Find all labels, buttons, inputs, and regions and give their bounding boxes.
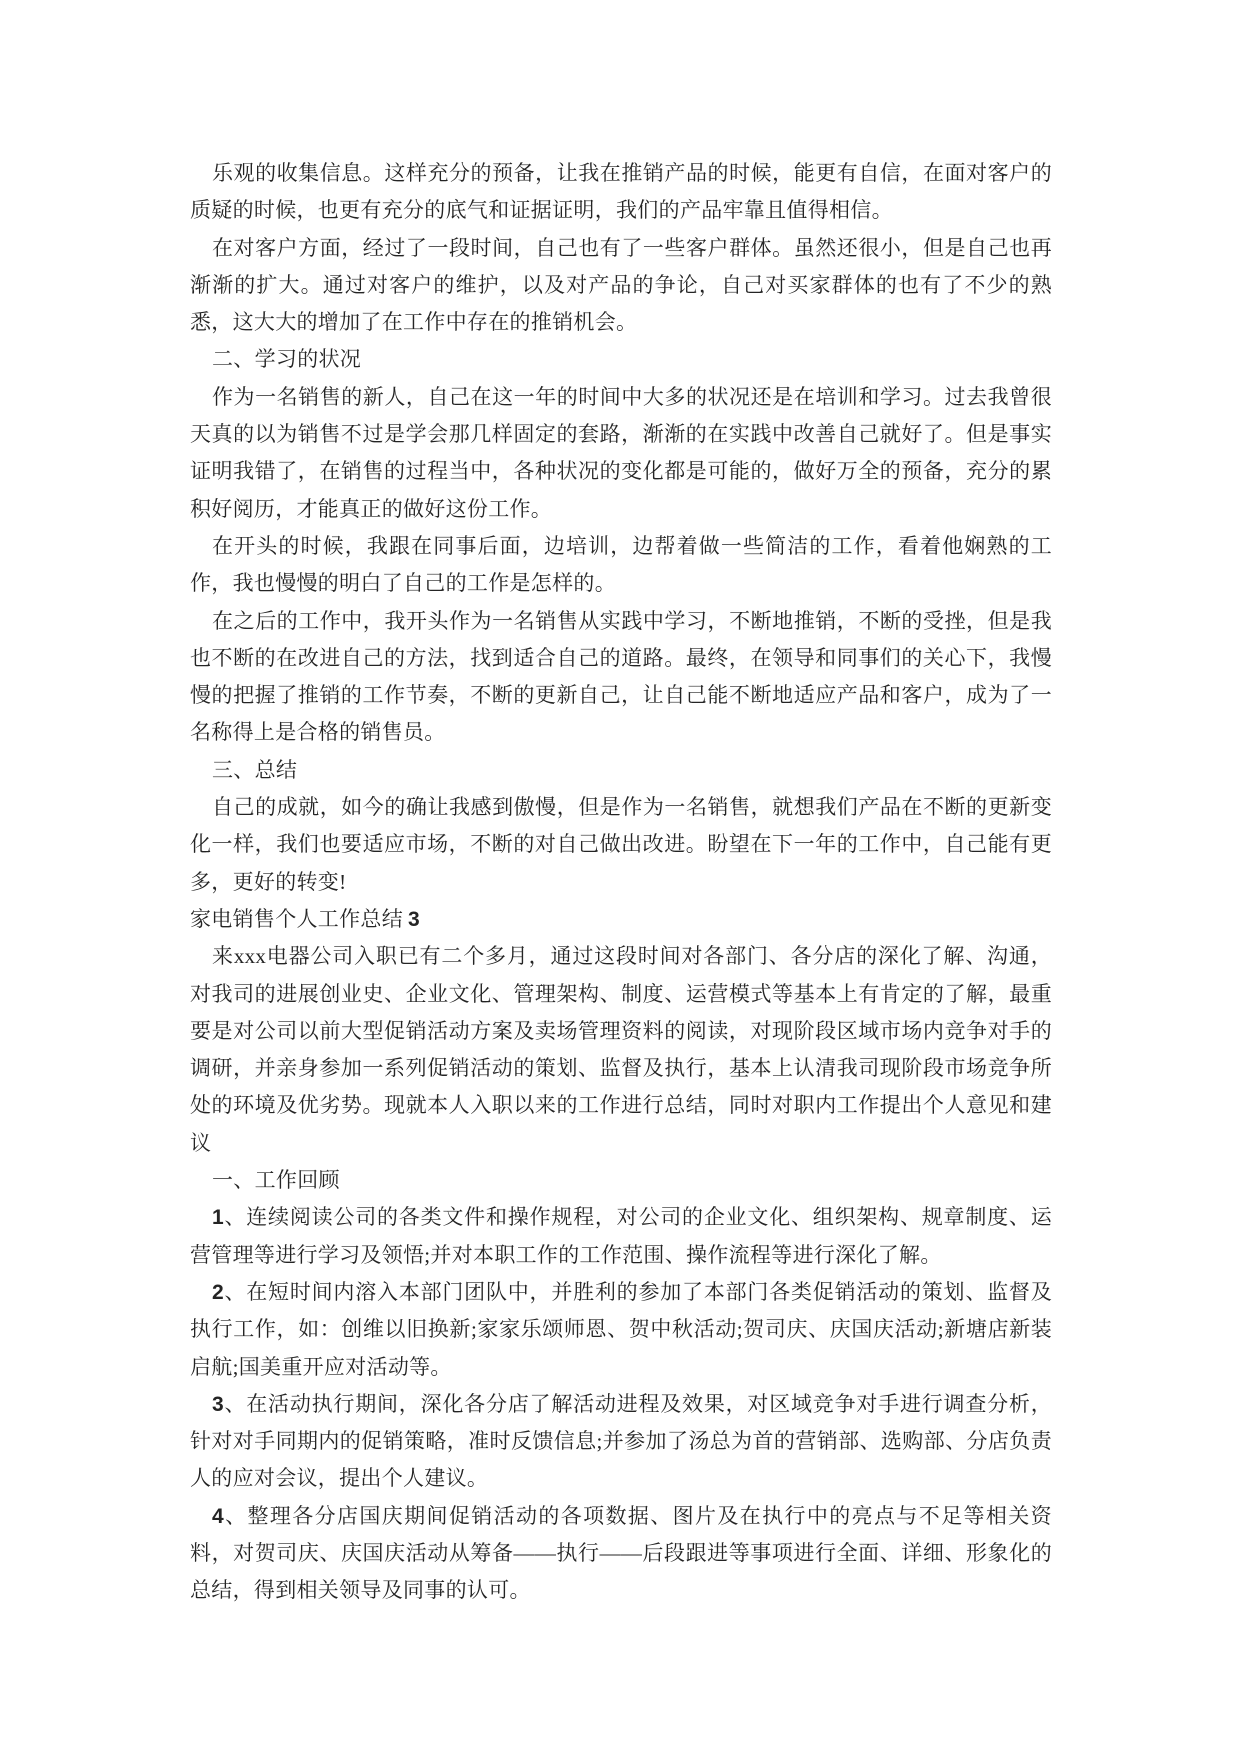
paragraph: 来xxx电器公司入职已有二个多月，通过这段时间对各部门、各分店的深化了解、沟通，对我司的进展创业史、企业文化、管理架构、制度、运营模式等基本上有肯定的了解，最重要是对公司以前大型促销活动方案及卖场管理资料的阅读，对现阶段区域市场内竞争对手的调研，并亲身参加一系列促销活动的策划、监督及执行，基本上认清我司现阶段市场竞争所处的环境及优劣势。现就本人入职以来的工作进行总结，同时对职内工作提出个人意见和建议 — [190, 944, 1052, 1155]
paragraph: 作为一名销售的新人，自己在这一年的时间中大多的状况还是在培训和学习。过去我曾很天真的以为销售不过是学会那几样固定的套路，渐渐的在实践中改善自己就好了。但是事实证明我错了，在销售的过程当中，各种状况的变化都是可能的，做好万全的预备，充分的累积好阅历，才能真正的做好这份工作。 — [190, 384, 1052, 521]
list-paragraph — [190, 1386, 1052, 1498]
paragraph: 在对客户方面，经过了一段时间，自己也有了一些客户群体。虽然还很小，但是自己也再渐渐的扩大。通过对客户的维护，以及对产品的争论，自己对买家群体的也有了不少的熟悉，这大大的增加了在工作中存在的推销机会。 — [190, 235, 1052, 335]
list-number: 1 — [212, 1206, 224, 1230]
list-number: 2 — [212, 1280, 224, 1304]
list-text: 、在活动执行期间，深化各分店了解活动进程及效果，对区域竞争对手进行调查分析，针对对手同期内的促销策略，准时反馈信息;并参加了汤总为首的营销部、选购部、分店负责人的应对会议，提出个人建议。 — [190, 1391, 1052, 1491]
list-paragraph — [190, 1274, 1052, 1386]
list-number: 3 — [212, 1392, 224, 1416]
doc-heading — [190, 901, 1052, 938]
list-text: 、在短时间内溶入本部门团队中，并胜利的参加了本部门各类促销活动的策划、监督及执行工作，如：创维以旧换新;家家乐颂师恩、贺中秋活动;贺司庆、庆国庆活动;新塘店新装启航;国美重开应对活动等。 — [190, 1279, 1052, 1379]
list-text: 、整理各分店国庆期间促销活动的各项数据、图片及在执行中的亮点与不足等相关资料，对贺司庆、庆国庆活动从筹备——执行——后段跟进等事项进行全面、详细、形象化的总结，得到相关领导及同事的认可。 — [190, 1503, 1052, 1603]
list-paragraph — [190, 1498, 1052, 1610]
paragraph: 乐观的收集信息。这样充分的预备，让我在推销产品的时候，能更有自信，在面对客户的质疑的时候，也更有充分的底气和证据证明，我们的产品牢靠且值得相信。 — [190, 161, 1052, 223]
list-text: 、连续阅读公司的各类文件和操作规程，对公司的企业文化、组织架构、规章制度、运营管理等进行学习及领悟;并对本职工作的工作范围、操作流程等进行深化了解。 — [190, 1205, 1052, 1267]
doc-heading-number: 3 — [408, 907, 420, 931]
document-content — [190, 155, 1052, 1610]
list-paragraph — [190, 1199, 1052, 1274]
paragraph: 自己的成就，如今的确让我感到傲慢，但是作为一名销售，就想我们产品在不断的更新变化一样，我们也要适应市场，不断的对自己做出改进。盼望在下一年的工作中，自己能有更多，更好的转变! — [190, 795, 1052, 894]
paragraph: 在之后的工作中，我开头作为一名销售从实践中学习，不断地推销，不断的受挫，但是我也不断的在改进自己的方法，找到适合自己的道路。最终，在领导和同事们的关心下，我慢慢的把握了推销的工作节奏，不断的更新自己，让自己能不断地适应产品和客户，成为了一名称得上是合格的销售员。 — [190, 608, 1052, 745]
doc-heading-text: 家电销售个人工作总结 — [190, 906, 403, 931]
list-number: 4 — [212, 1504, 224, 1528]
section-heading: 二、学习的状况 — [212, 347, 362, 372]
section-heading: 三、总结 — [212, 757, 298, 782]
section-heading: 一、工作回顾 — [212, 1168, 340, 1193]
paragraph: 在开头的时候，我跟在同事后面，边培训，边帮着做一些简洁的工作，看着他娴熟的工作，我也慢慢的明白了自己的工作是怎样的。 — [190, 533, 1052, 596]
